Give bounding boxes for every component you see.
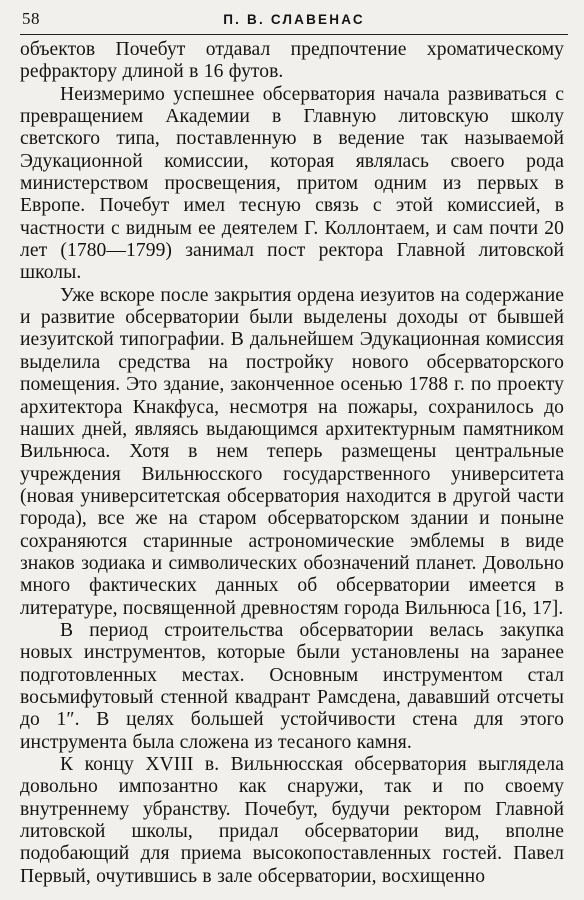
running-title: П. В. СЛАВЕНАС — [223, 12, 365, 27]
body-text — [20, 39, 564, 888]
paragraph: К концу XVIII в. Вильнюсская обсерватория выглядела довольно импозантно как снаружи, так и по своему внутреннему убранству. Почебут, будучи ректором Главной литовской школы, придал обсерватории вид, вполне подобающий для приема высокопоставленных гостей. Павел Первый, очутившись в зале обсерватории, восхищенно — [20, 754, 564, 887]
paragraph: В период строительства обсерватории велась закупка новых инструментов, которые были установлены на заранее подготовленных местах. Основным инструментом стал восьмифутовый стенной квадрант Рамсдена, дававший отсчеты до 1″. В целях большей устойчивости стена для этого инструмента была сложена из тесаного камня. — [20, 619, 564, 753]
running-head — [20, 6, 568, 35]
paragraph: Уже вскоре после закрытия ордена иезуитов на содержание и развитие обсерватории были выделены доходы от бывшей иезуитской типографии. В дальнейшем Эдукационная комиссия выделила средства на постройку нового обсерваторского помещения. Это здание, законченное осенью 1788 г. по проекту архитектора Кнакфуса, несмотря на пожары, сохранилось до наших дней, являясь выдающимся архитектурным памятником Вильнюса. Хотя в нем теперь размещены центральные учреждения Вильнюсского государственного университета (новая университетская обсерватория находится в другой части города), все же на старом обсерваторском здании и поныне сохраняются старинные астрономические эмблемы в виде знаков зодиака и символических обозначений планет. Довольно много фактических данных об обсерватории имеется в литературе, посвященной древностям города Вильнюса [16, 17]. — [20, 284, 564, 619]
paragraph-continuation: объектов Почебут отдавал предпочтение хроматическому рефрактору длиной в 16 футов. — [20, 39, 564, 83]
page-number: 58 — [22, 9, 40, 28]
paragraph: Неизмеримо успешнее обсерватория начала развиваться с превращением Академии в Главную литовскую школу светского типа, поставленную в ведение так называемой Эдукационной комиссии, которая являлась своего рода министерством просвещения, притом одним из первых в Европе. Почебут имел тесную связь с этой комиссией, в частности с видным ее деятелем Г. Коллонтаем, и сам почти 20 лет (1780—1799) занимал пост ректора Главной литовской школы. — [20, 83, 564, 284]
